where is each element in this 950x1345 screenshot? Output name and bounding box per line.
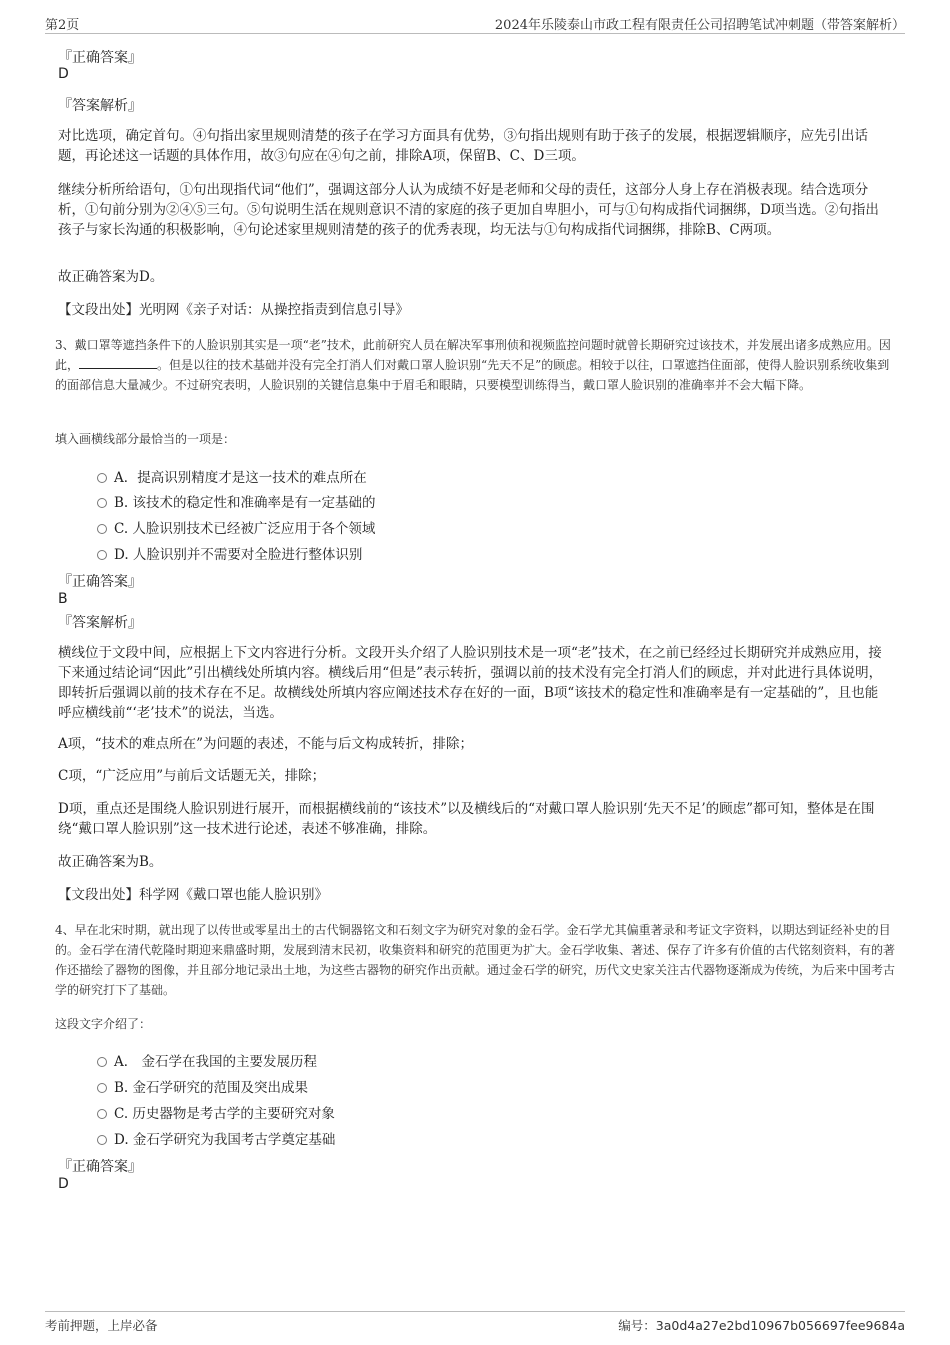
- radio-button-icon[interactable]: [97, 1135, 107, 1145]
- radio-button-icon[interactable]: [97, 1109, 107, 1119]
- q3-answer: B: [58, 591, 68, 607]
- option-label: B. 该技术的稳定性和准确率是有一定基础的: [114, 495, 376, 511]
- page-header: [45, 14, 905, 34]
- q4-answer: D: [58, 1176, 69, 1192]
- code-label: 编号：: [618, 1318, 656, 1333]
- page-footer: [45, 1311, 905, 1335]
- q3-text-before: 3、戴口罩等遮挡条件下的人脸识别其实是一项“老”技术，此前研究人员在解决军事刑侦和视频监控问题时就曾长期研究过该技术，并发展出诸多成熟应用。因此，: [55, 338, 891, 372]
- q3-prompt: 填入画横线部分最恰当的一项是：: [55, 432, 236, 446]
- radio-button-icon[interactable]: [97, 498, 107, 508]
- option-label: A．提高识别精度才是这一技术的难点所在: [114, 470, 367, 486]
- radio-button-icon[interactable]: [97, 524, 107, 534]
- code-value: 3a0d4a27e2bd10967b056697fee9684a: [655, 1318, 905, 1333]
- option-label: D. 人脸识别并不需要对全脸进行整体识别: [114, 547, 363, 563]
- q3-option-a[interactable]: [97, 466, 367, 486]
- radio-button-icon[interactable]: [97, 550, 107, 560]
- correct-answer-label: 『正确答案』: [58, 1159, 142, 1175]
- q3-option-c[interactable]: [97, 517, 375, 537]
- analysis-label: 『答案解析』: [58, 98, 142, 114]
- option-label: C. 人脸识别技术已经被广泛应用于各个领域: [114, 521, 376, 537]
- correct-answer-label: 『正确答案』: [58, 574, 142, 590]
- option-label: D. 金石学研究为我国考古学奠定基础: [114, 1132, 336, 1148]
- radio-button-icon[interactable]: [97, 1057, 107, 1067]
- correct-answer-label: 『正确答案』: [58, 50, 142, 66]
- q4-prompt: 这段文字介绍了：: [55, 1017, 152, 1031]
- q3-analysis-paragraph: C项，“广泛应用”与前后文话题无关，排除；: [58, 768, 326, 784]
- source-text: 光明网《亲子对话：从操控指责到信息引导》: [139, 302, 409, 318]
- q3-option-d[interactable]: [97, 543, 362, 563]
- q3-analysis-paragraph: 故正确答案为B。: [58, 854, 163, 870]
- q3-analysis-paragraph: A项，“技术的难点所在”为问题的表述，不能与后文构成转折，排除；: [58, 736, 474, 752]
- source-text: 科学网《戴口罩也能人脸识别》: [139, 887, 328, 903]
- source-label: 【文段出处】: [58, 302, 139, 318]
- q4-option-d[interactable]: [97, 1128, 335, 1148]
- q4-option-c[interactable]: [97, 1102, 335, 1122]
- q3-question-text: [55, 335, 895, 395]
- q4-question-text: 4、早在北宋时期，就出现了以传世或零星出土的古代铜器铭文和石刻文字为研究对象的金石学。金石学尤其偏重著录和考证文字资料，以期达到证经补史的目的。金石学在清代乾隆时期迎来鼎盛时期，发展到清末民初，收集资料和研究的范围更为扩大。金石学收集、著述、保存了许多有价值的古代铭刻资料，有的著作还描绘了器物的图像，并且部分地记录出土地，为这些古器物的研究作出贡献。通过金石学的研究，历代文史家关注古代器物逐渐成为传统，为后来中国考古学的研究打下了基础。: [55, 923, 896, 997]
- footer-slogan: 考前押题，上岸必备: [45, 1318, 158, 1333]
- q2-analysis-paragraph: 故正确答案为D。: [58, 269, 164, 285]
- q2-analysis-paragraph: 对比选项，确定首句。④句指出家里规则清楚的孩子在学习方面具有优势，③句指出规则有助于孩子的发展，根据逻辑顺序，应先引出话题，再论述这一话题的具体作用，故③句应在④句之前，排除A项，保留B、C、D三项。: [58, 128, 868, 164]
- option-label: B. 金石学研究的范围及突出成果: [114, 1080, 309, 1096]
- page-number: 第2页: [45, 18, 80, 33]
- q3-analysis-paragraph: D项，重点还是围绕人脸识别进行展开，而根据横线前的“该技术”以及横线后的“对戴口罩人脸识别‘先天不足’的顾虑”都可知，整体是在围绕“戴口罩人脸识别”这一技术进行论述，表述不够准确，排除。: [58, 801, 875, 837]
- q4-option-a[interactable]: [97, 1050, 317, 1070]
- option-label: A． 金石学在我国的主要发展历程: [114, 1054, 318, 1070]
- radio-button-icon[interactable]: [97, 473, 107, 483]
- q3-analysis-paragraph: 横线位于文段中间，应根据上下文内容进行分析。文段开头介绍了人脸识别技术是一项“老”技术，在之前已经经过长期研究并成熟应用，接下来通过结论词“因此”引出横线处所填内容。横线后用“但是”表示转折，强调以前的技术没有完全打消人们的顾虑，并对此进行具体说明，即转折后强调以前的技术存在不足。故横线处所填内容应阐述技术存在好的一面，B项“该技术的稳定性和准确率是有一定基础的”，且也能呼应横线前“‘老’技术”的说法，当选。: [58, 645, 883, 721]
- q3-option-b[interactable]: [97, 491, 376, 511]
- option-label: C. 历史器物是考古学的主要研究对象: [114, 1106, 335, 1122]
- q2-answer: D: [58, 66, 69, 82]
- fill-blank-line: [79, 357, 157, 369]
- q2-source: [58, 300, 890, 320]
- q2-analysis-paragraph: 继续分析所给语句，①句出现指代词“他们”，强调这部分人认为成绩不好是老师和父母的责任，这部分人身上存在消极表现。结合选项分析，①句前分别为②④⑤三句。⑤句说明生活在规则意识不清的家庭的孩子更加自卑胆小，可与①句构成指代词捆绑，D项当选。②句指出孩子与家长沟通的积极影响，④句论述家里规则清楚的孩子的优秀表现，均无法与①句构成指代词捆绑，排除B、C两项。: [58, 182, 879, 238]
- document-code: [618, 1316, 905, 1334]
- radio-button-icon[interactable]: [97, 1083, 107, 1093]
- q3-text-after: 。但是以往的技术基础并没有完全打消人们对戴口罩人脸识别“先天不足”的顾虑。相较于以往，口罩遮挡住面部，使得人脸识别系统收集到的面部信息大量减少。不过研究表明，人脸识别的关键信息集中于眉毛和眼睛，只要模型训练得当，戴口罩人脸识别的准确率并不会大幅下降。: [55, 358, 890, 392]
- q3-source: [58, 885, 890, 905]
- q4-option-b[interactable]: [97, 1076, 308, 1096]
- document-title: 2024年乐陵泰山市政工程有限责任公司招聘笔试冲刺题（带答案解析）: [494, 18, 905, 33]
- analysis-label: 『答案解析』: [58, 615, 142, 631]
- source-label: 【文段出处】: [58, 887, 139, 903]
